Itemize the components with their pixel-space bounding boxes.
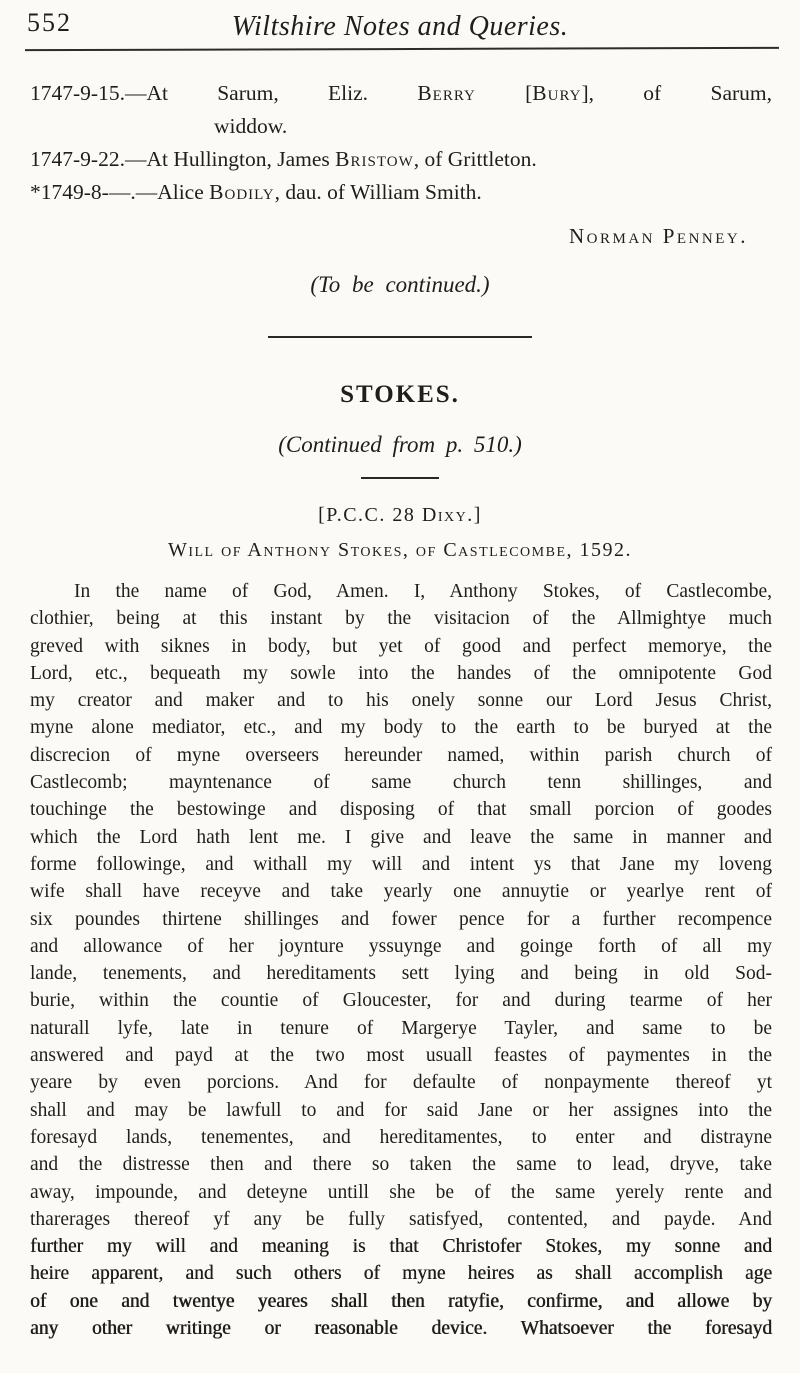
small-caps-name: Berry: [417, 81, 476, 105]
will-text-line: further my will and meaning is that Christofer Stokes, my sonne and: [30, 1236, 772, 1258]
will-text-line: foresayd lands, tenementes, and hereditamentes, to enter and distrayne: [30, 1126, 772, 1148]
will-text-line: Lord, etc., bequeath my sowle into the handes of the omnipotente God: [30, 662, 772, 684]
will-text-line: clothier, being at this instant by the visitacion of the Allmightye much: [30, 608, 772, 630]
probate-reference: [P.C.C. 28 Dixy.]: [318, 504, 482, 526]
burial-entries-section: [30, 77, 772, 209]
text-run: 1747-9-22.—At Hullington, James: [30, 147, 336, 171]
header-rule: [25, 47, 779, 51]
will-text-line: any other writinge or reasonable device. Whatsoever the foresayd: [30, 1318, 772, 1340]
entry-line: [30, 77, 772, 110]
will-text-line: yeare by even porcions. And for defaulte of nonpaymente thereof yt: [30, 1072, 772, 1094]
will-text-line: Castlecomb; mayntenance of same church tenn shillinges, and: [30, 772, 772, 794]
will-text-line: myne alone mediator, etc., and my body to the earth to be buryed at the: [30, 717, 772, 739]
text-run: ], of Sarum,: [581, 81, 773, 105]
text-run: [: [475, 81, 533, 105]
small-caps-name: Bodily: [209, 180, 275, 204]
subsection-rule: [361, 477, 439, 479]
will-text-line: heire apparent, and such others of myne heires as shall accomplish age: [30, 1263, 772, 1285]
entry-line: [30, 143, 772, 176]
will-text-line: which the Lord hath lent me. I give and leave the same in manner and: [30, 826, 772, 848]
will-text-line: lande, tenements, and hereditaments sett lying and being in old Sod-: [30, 963, 772, 985]
continued-from-note: (Continued from p. 510.): [278, 432, 522, 457]
entry-line-continuation: [214, 110, 772, 143]
page-number: 552: [27, 8, 72, 37]
will-body-paragraph: [30, 578, 772, 1342]
article-title: STOKES.: [340, 381, 460, 408]
burial-entry: [30, 143, 772, 176]
will-text-line: and the distresse then and there so taken the same to lead, dryve, take: [30, 1154, 772, 1176]
will-text-line: discrecion of myne overseers hereunder named, within parish church of: [30, 744, 772, 766]
will-text-line: greved with siknes in body, but yet of good and perfect memorye, the: [30, 635, 772, 657]
will-title: Will of Anthony Stokes, of Castlecombe, 1592.: [167, 539, 633, 561]
will-text-line: and allowance of her joynture yssuynge and goinge forth of all my: [30, 935, 772, 957]
text-run: , dau. of William Smith.: [274, 180, 482, 204]
to-be-continued-note: (To be continued.): [310, 272, 490, 297]
will-text-line: In the name of God, Amen. I, Anthony Stokes, of Castlecombe,: [74, 581, 772, 602]
will-text-line: naturall lyfe, late in tenure of Margerye Tayler, and same to be: [30, 1017, 772, 1039]
burial-entry: [30, 176, 772, 209]
will-text-line: answered and payd at the two most usuall feastes of paymentes in the: [30, 1045, 772, 1067]
will-text-line: wife shall have receyve and take yearly one annuytie or yearlye rent of: [30, 881, 772, 903]
contributor-signature: Norman Penney.: [568, 224, 748, 248]
section-divider-rule: [268, 336, 532, 338]
small-caps-name: Bury: [532, 81, 582, 105]
will-text-line: six poundes thirtene shillinges and fower pence for a further recompence: [30, 908, 772, 930]
running-head: [0, 0, 800, 40]
text-run: , of Grittleton.: [413, 147, 537, 171]
text-run: *1749-8-—.—Alice: [30, 180, 210, 204]
will-text-line: touchinge the bestowinge and disposing of that small porcion of goodes: [30, 799, 772, 821]
text-run: widdow.: [214, 114, 288, 138]
running-title: Wiltshire Notes and Queries.: [231, 11, 569, 42]
will-text-line: tharerages thereof yf any be fully satisfyed, contented, and payde. And: [30, 1208, 772, 1230]
will-text-line: of one and twentye yeares shall then ratyfie, confirme, and allowe by: [30, 1290, 772, 1312]
burial-entry: [30, 77, 772, 143]
will-text-line: away, impounde, and deteyne untill she be of the same yerely rente and: [30, 1181, 772, 1203]
entry-line: [30, 176, 772, 209]
small-caps-name: Bristow: [335, 147, 414, 171]
will-text-line: shall and may be lawfull to and for said Jane or her assignes into the: [30, 1099, 772, 1121]
will-text-line: forme followinge, and withall my will and intent ys that Jane my loveng: [30, 853, 772, 875]
will-text-line: burie, within the countie of Gloucester, for and during tearme of her: [30, 990, 772, 1012]
text-run: 1747-9-15.—At Sarum, Eliz.: [30, 81, 418, 105]
will-text-line: my creator and maker and to his onely sonne our Lord Jesus Christ,: [30, 690, 772, 712]
